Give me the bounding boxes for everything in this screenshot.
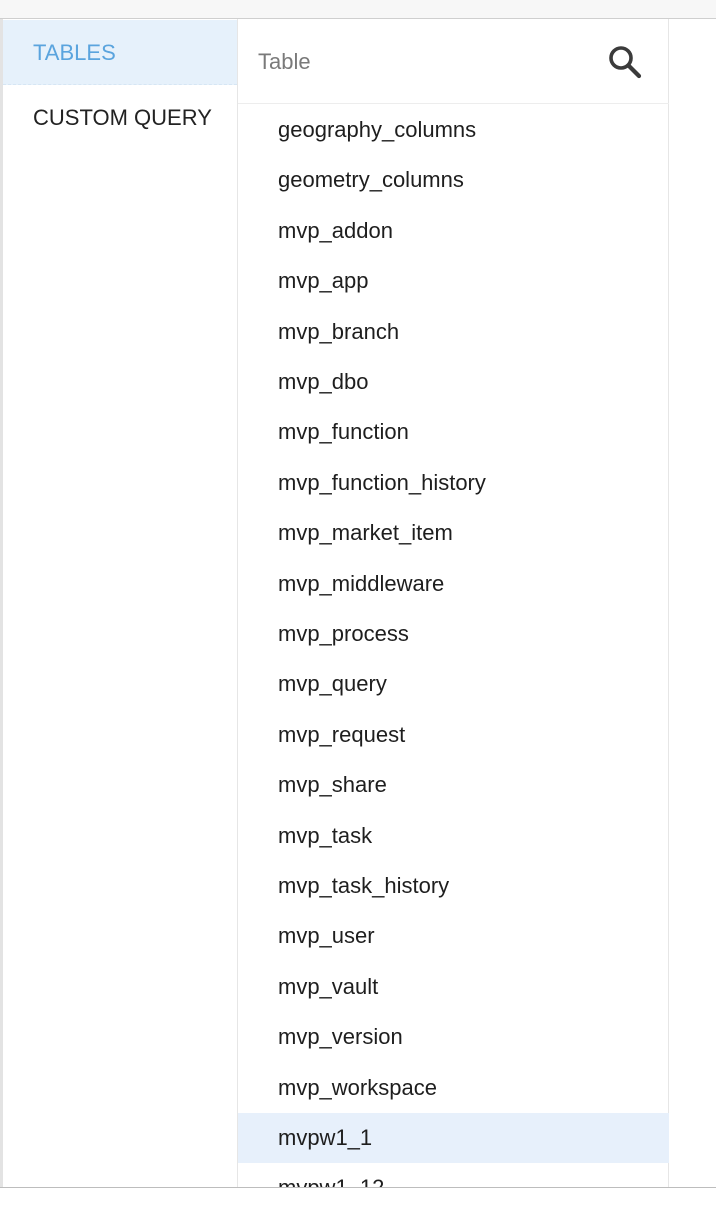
table-list-item[interactable]: mvp_request [278,721,406,747]
top-bar [0,0,716,19]
app-container [0,19,716,1187]
table-list-item[interactable]: mvp_addon [278,217,393,243]
table-list-item[interactable]: mvp_app [278,268,369,294]
table-list-item[interactable]: mvp_share [278,772,387,798]
table-list-item[interactable]: mvp_task [278,822,373,848]
table-search-input[interactable] [258,39,588,85]
search-bar [238,19,669,104]
table-panel [237,19,669,1187]
search-icon[interactable] [606,43,644,81]
table-list-item[interactable]: mvp_task_history [278,873,450,898]
table-list-item[interactable]: mvp_user [278,923,375,949]
table-list-item[interactable]: mvp_query [278,671,387,697]
table-list-item[interactable]: mvp_middleware [278,570,445,596]
table-list-item[interactable]: mvp_branch [278,318,400,344]
table-list-item[interactable]: geography_columns [278,117,477,142]
table-list-item[interactable]: mvp_version [278,1024,403,1050]
right-blank-area [669,19,716,1187]
table-list-item[interactable]: mvp_market_item [278,520,453,546]
table-list-item[interactable]: geometry_columns [278,167,464,193]
table-list-item[interactable]: mvp_workspace [278,1074,437,1100]
table-list-item[interactable]: mvp_function_history [278,469,486,495]
nav-tab-tables[interactable]: TABLES [3,20,237,85]
table-list-item[interactable]: mvp_process [278,621,409,646]
table-list-item[interactable]: mvp_vault [278,973,379,999]
bottom-bar [0,1187,716,1222]
nav-tab-custom-query[interactable]: CUSTOM QUERY [33,105,212,130]
left-nav [0,19,237,1187]
table-list [238,105,669,1187]
table-list-item[interactable]: mvp_function [278,419,409,445]
table-list-item[interactable]: mvp_dbo [278,369,369,394]
table-list-item[interactable]: mvpw1_1 [238,1113,669,1163]
